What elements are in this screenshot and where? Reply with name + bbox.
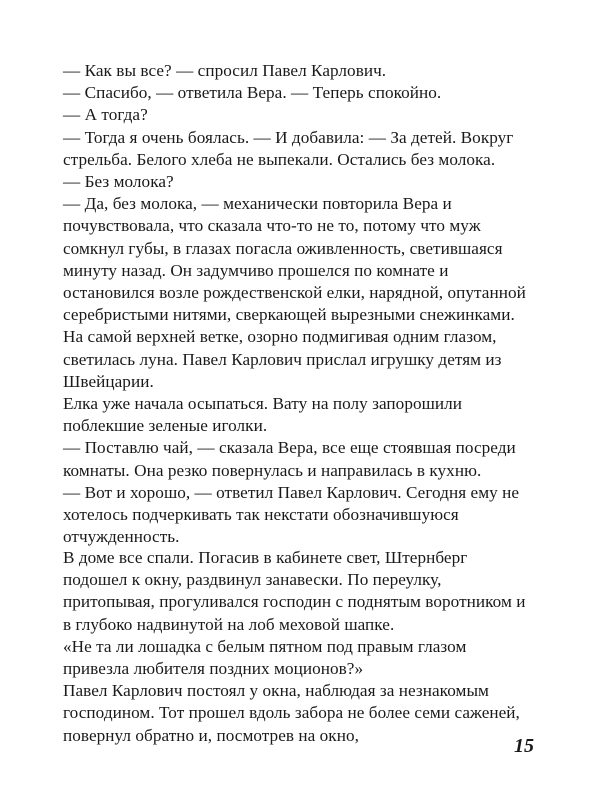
- page-number: 15: [514, 735, 534, 757]
- paragraph: — Да, без молока, — механически повторила Вера и почувствовала, что сказала что-то не то, потому что муж сомкнул губы, в глазах погасла оживленность, светившаяся минуту назад. Он задумчиво прошелся по комнате и остановился возле рождественской елки, нарядной, опутанной серебристыми нитями, сверкающей вырезными снежинками. На самой верхней ветке, озорно подмигивая одним глазом, светилась луна. Павел Карлович прислал игрушку детям из Швейцарии.: [63, 194, 526, 391]
- paragraph: — Без молока?: [63, 172, 174, 192]
- paragraph: Павел Карлович постоял у окна, наблюдая за незнакомым господином. Тот прошел вдоль забора не более семи саженей, повернул обратно и, посмотрев на окно,: [63, 681, 520, 745]
- text-section-1: [63, 60, 533, 548]
- paragraph: — Спасибо, — ответила Вера. — Теперь спокойно.: [63, 83, 442, 103]
- paragraph: «Не та ли лошадка с белым пятном под правым глазом привезла любителя поздних моционов?»: [63, 636, 467, 679]
- paragraph: Елка уже начала осыпаться. Вату на полу запорошили поблекшие зеленые иголки.: [63, 394, 463, 436]
- paragraph: — А тогда?: [63, 105, 148, 125]
- paragraph: В доме все спали. Погасив в кабинете свет, Штернберг подошел к окну, раздвинул занавески. По переулку, притопывая, прогуливался господин с поднятым воротником и в глубоко надвинутой на лоб меховой шапке.: [63, 548, 526, 634]
- paragraph: — Вот и хорошо, — ответил Павел Карлович. Сегодня ему не хотелось подчеркивать так некстати обозначившуюся отчужденность.: [63, 482, 520, 547]
- paragraph: — Тогда я очень боялась. — И добавила: — За детей. Вокруг стрельба. Белого хлеба не выпекали. Остались без молока.: [63, 127, 514, 169]
- paragraph: — Поставлю чай, — сказала Вера, все еще стоявшая посреди комнаты. Она резко повернулась и направилась в кухню.: [63, 438, 516, 480]
- paragraph: — Как вы все? — спросил Павел Карлович.: [63, 61, 387, 80]
- text-section-2: [63, 547, 533, 747]
